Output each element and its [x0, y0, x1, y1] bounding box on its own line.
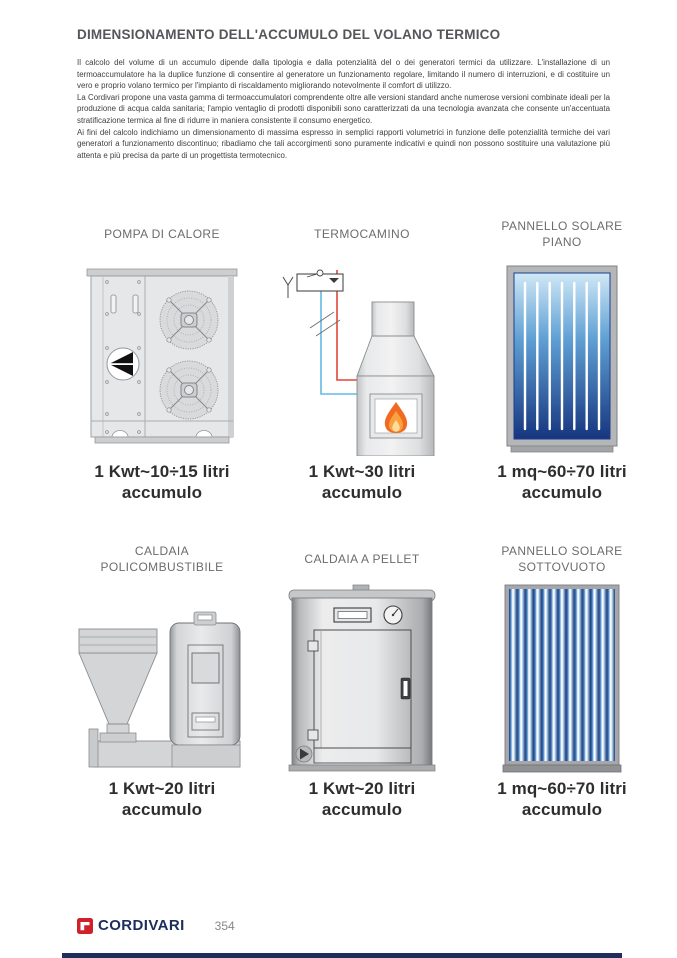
- sizing-caption: 1 Kwt~20 litri accumulo: [308, 779, 416, 819]
- multifuel-boiler-illustration: [70, 581, 255, 773]
- generator-title: PANNELLO SOLARE PIANO: [501, 218, 623, 249]
- fan-top: [160, 291, 218, 349]
- fan-bottom: [160, 361, 218, 419]
- cordivari-brand: [77, 917, 185, 934]
- sizing-caption: 1 mq~60÷70 litri accumulo: [497, 462, 627, 502]
- multifuel-boiler-drawing: [70, 605, 255, 773]
- cell-caldaia-policombustibile: [62, 537, 262, 820]
- sizing-caption: 1 mq~60÷70 litri accumulo: [497, 779, 627, 819]
- intro-paragraph: Ai fini del calcolo indichiamo un dimensionamento di massima espresso in semplici rapporti volumetrici in funzione delle potenzialità termiche dei vari generatori a funzionamento discontinuo; ribadiamo che tali accorgimenti sono puramente indicativi e quindi non possono sostituire una valutazione più attenta e più precisa da parte di un progettista termotecnico.: [77, 127, 610, 160]
- intro-text: [77, 57, 610, 161]
- page-header-block: [77, 27, 610, 161]
- cell-caldaia-a-pellet: [262, 537, 462, 820]
- cordivari-logo-icon: [77, 918, 93, 934]
- flat-solar-panel-drawing: [502, 264, 622, 456]
- page-footer: [77, 917, 235, 934]
- flat-solar-panel-illustration: [502, 256, 622, 456]
- generators-row-1: [62, 212, 662, 503]
- generators-row-2: [62, 537, 662, 820]
- pellet-boiler-drawing: [277, 583, 447, 773]
- footer-accent-bar: [62, 953, 622, 958]
- generator-title: CALDAIA POLICOMBUSTIBILE: [100, 543, 224, 574]
- sizing-caption: 1 Kwt~10÷15 litri accumulo: [94, 462, 230, 502]
- heat-pump-illustration: [82, 256, 242, 456]
- cell-pompa-di-calore: [62, 212, 262, 503]
- page-number: 354: [214, 918, 235, 933]
- thermo-fireplace-illustration: [277, 256, 447, 456]
- intro-paragraph: Il calcolo del volume di un accumulo dipende dalla tipologia e dalla potenzialità del o dei generatori termici da utilizzare. L'installazione di un termoaccumulatore ha la duplice funzione di consentire al generatore un funzionamento regolare, limitando il numero di interruzioni, e di costituire un vero e proprio volano termico per l'impianto di riscaldamento migliorando notevolmente il comfort di utilizzo.: [77, 58, 610, 91]
- cell-pannello-solare-sottovuoto: [462, 537, 662, 820]
- intro-paragraph: La Cordivari propone una vasta gamma di termoaccumulatori comprendente oltre alle versioni standard anche numerose versioni combinate ideali per la produzione di acqua calda sanitaria; l'ampio ventaglio di prodotti disponibili sono caratterizzati da una tecnologia avanzata che consente un'accentuata stratificazione termica al fine di ridurre in maniera consistente il consumo energetico.: [77, 92, 610, 125]
- vacuum-tubes: [509, 589, 615, 761]
- page-title: DIMENSIONAMENTO DELL'ACCUMULO DEL VOLANO TERMICO: [77, 27, 501, 42]
- cell-pannello-solare-piano: [462, 212, 662, 503]
- heat-pump-drawing: [82, 264, 242, 456]
- generator-title: TERMOCAMINO: [314, 226, 410, 241]
- generator-title: CALDAIA A PELLET: [304, 551, 420, 566]
- cell-termocamino: [262, 212, 462, 503]
- sizing-caption: 1 Kwt~20 litri accumulo: [108, 779, 216, 819]
- thermo-fireplace-drawing: [277, 264, 447, 456]
- generator-title: PANNELLO SOLARE SOTTOVUOTO: [501, 543, 623, 574]
- pellet-boiler-illustration: [277, 581, 447, 773]
- sizing-caption: 1 Kwt~30 litri accumulo: [308, 462, 416, 502]
- vacuum-solar-panel-drawing: [502, 583, 622, 773]
- vacuum-solar-panel-illustration: [502, 581, 622, 773]
- brand-name: CORDIVARI: [98, 917, 185, 934]
- generator-title: POMPA DI CALORE: [104, 226, 220, 241]
